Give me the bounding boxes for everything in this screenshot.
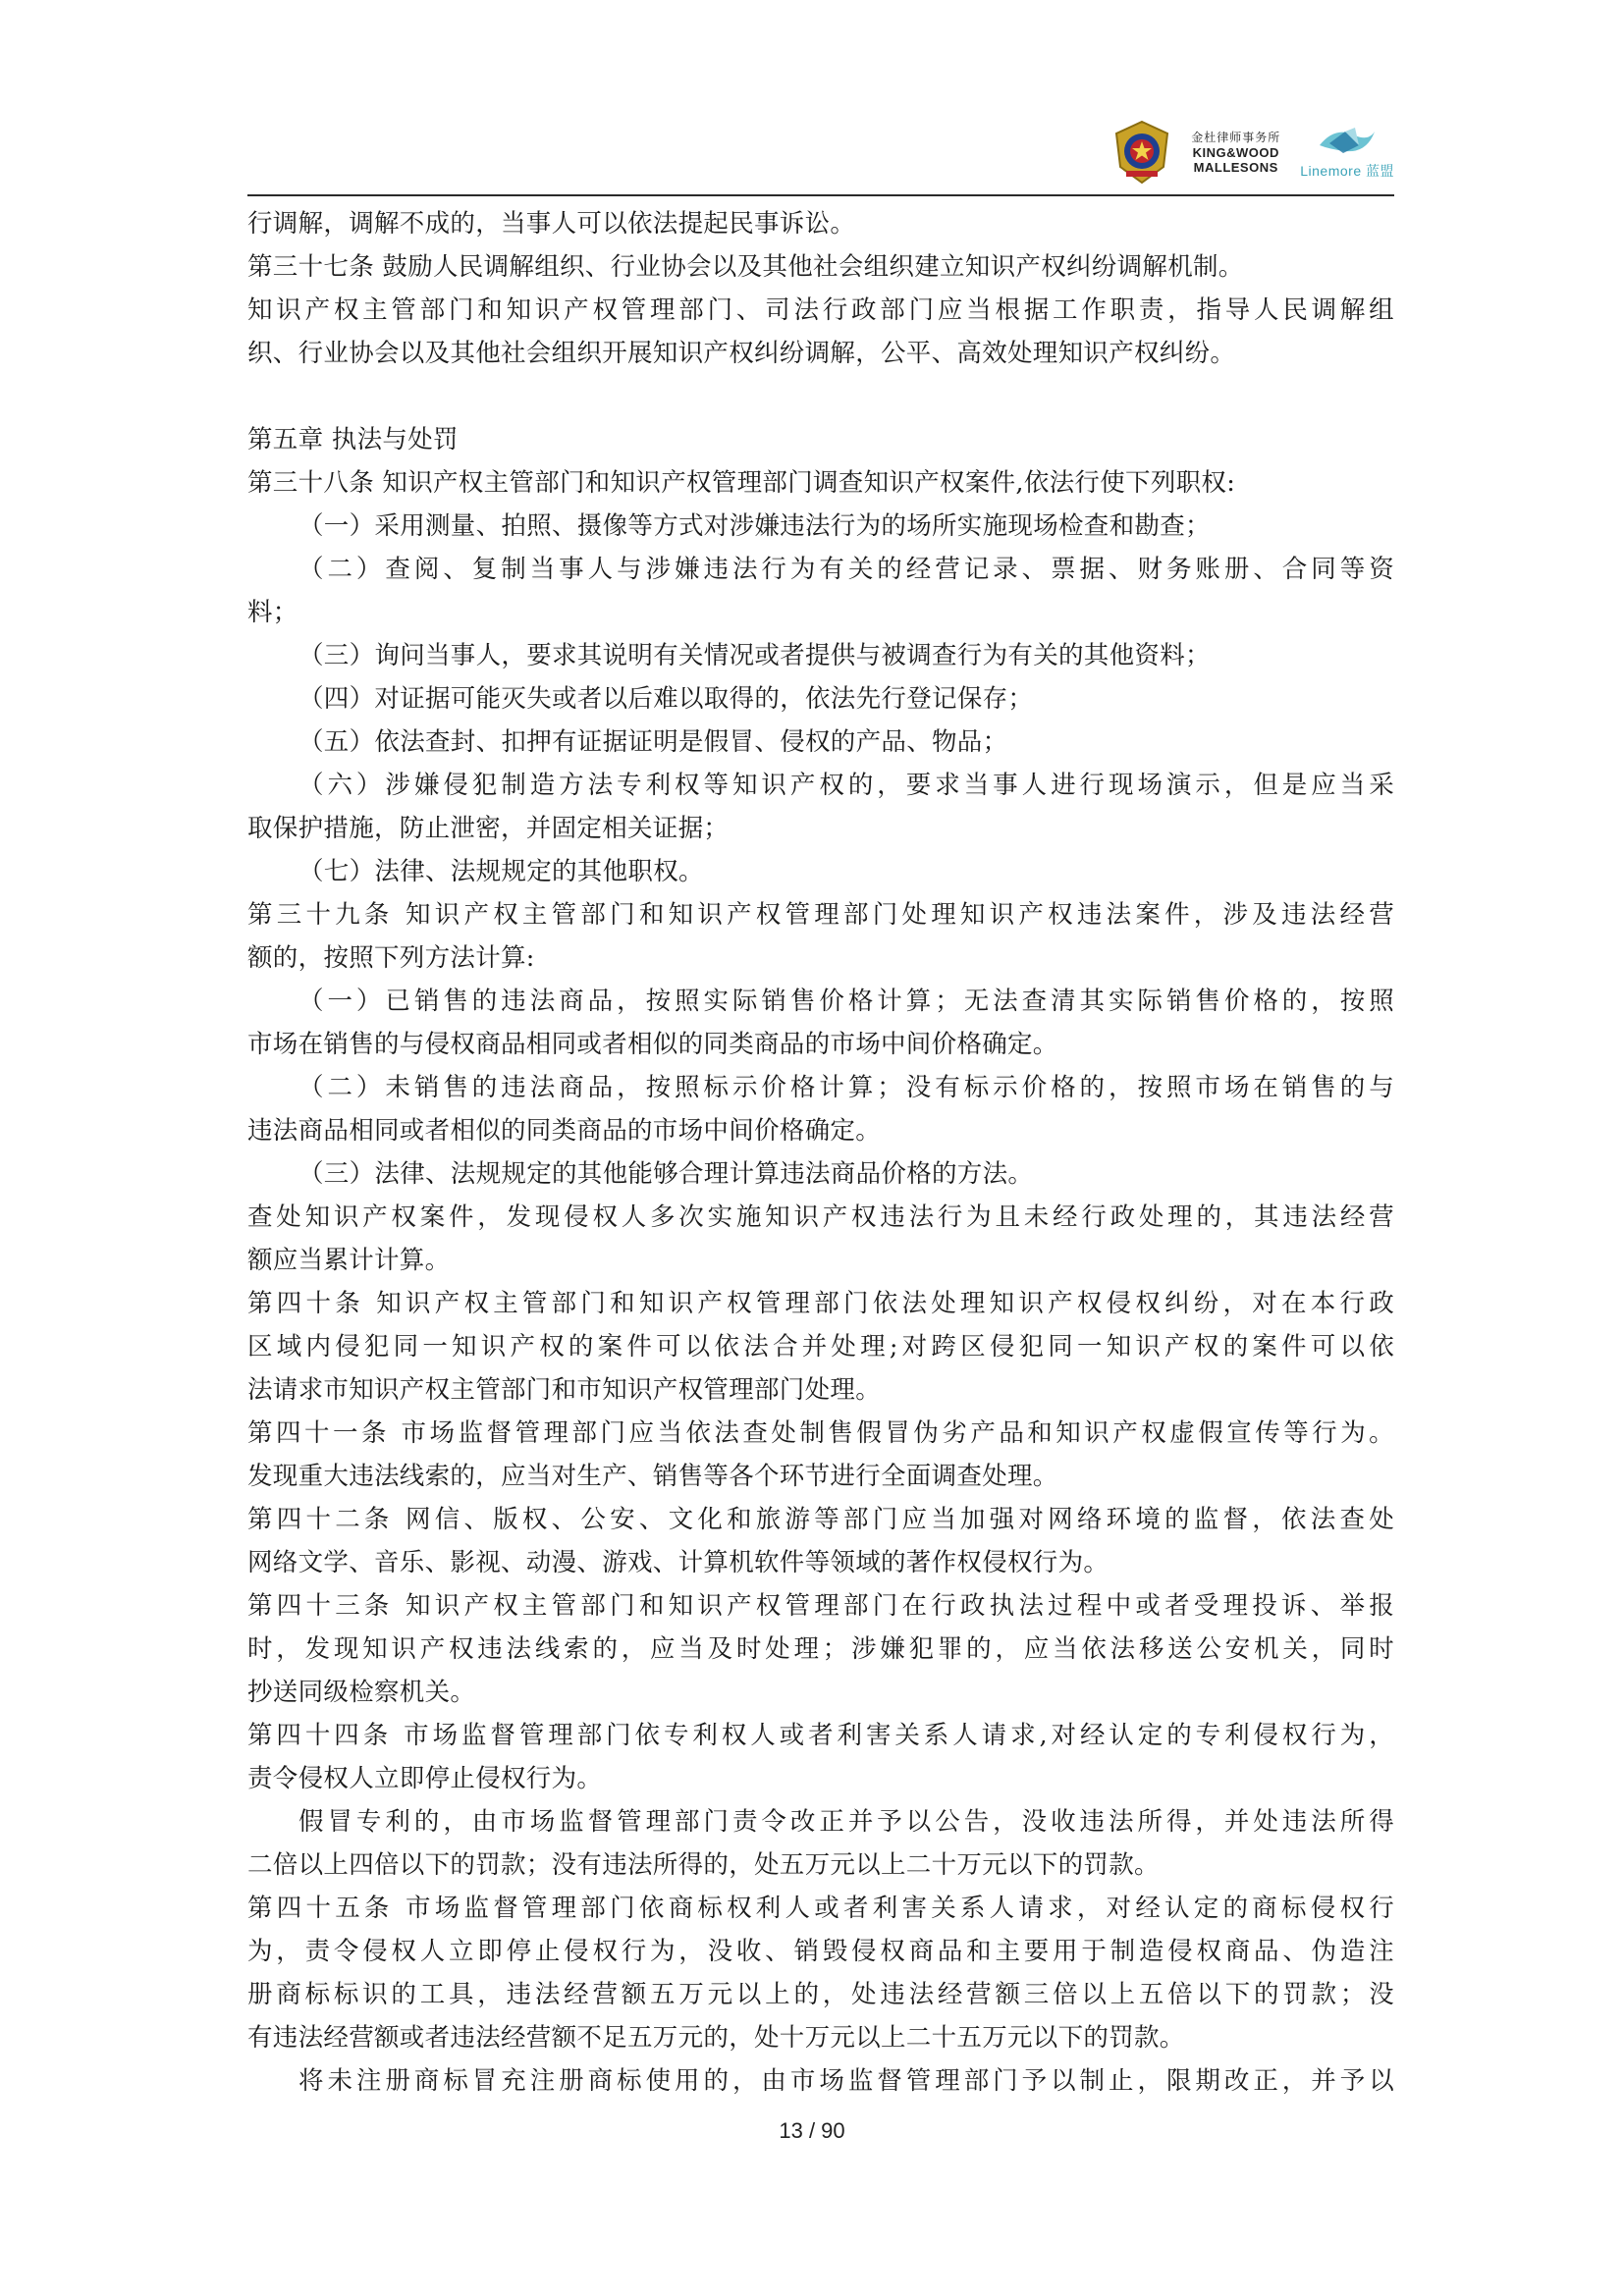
- list-item: （一）采用测量、拍照、摄像等方式对涉嫌违法行为的场所实施现场检查和勘查；: [298, 511, 1211, 541]
- text-line: 料；: [247, 598, 298, 627]
- text-line: 有违法经营额或者违法经营额不足五万元的，处十万元以上二十五万元以下的罚款。: [247, 2023, 1185, 2053]
- text-line: 额的，按照下列方法计算:: [247, 943, 535, 973]
- list-item: （四）对证据可能灭失或者以后难以取得的，依法先行登记保存；: [298, 684, 1034, 714]
- article-40-heading-line: 第四十条 知识产权主管部门和知识产权管理部门依法处理知识产权侵权纠纷，对在本行政: [247, 1289, 1394, 1318]
- text-line: 知识产权主管部门和知识产权管理部门、司法行政部门应当根据工作职责，指导人民调解组: [247, 295, 1394, 325]
- text-line: 假冒专利的，由市场监督管理部门责令改正并予以公告，没收违法所得，并处违法所得: [298, 1807, 1394, 1837]
- linemore-logo-text: Linemore 蓝盟: [1300, 163, 1394, 179]
- kwm-logo: [1191, 131, 1280, 175]
- police-emblem-icon: [1112, 120, 1171, 185]
- kwm-logo-cn: 金杜律师事务所: [1191, 130, 1281, 144]
- article-42-heading-line: 第四十二条 网信、版权、公安、文化和旅游等部门应当加强对网络环境的监督，依法查处: [247, 1505, 1394, 1534]
- text-line: 抄送同级检察机关。: [247, 1678, 476, 1707]
- text-line: 违法商品相同或者相似的同类商品的市场中间价格确定。: [247, 1116, 882, 1146]
- article-37-heading-line: 第三十七条 鼓励人民调解组织、行业协会以及其他社会组织建立知识产权纠纷调解机制。: [247, 252, 1244, 282]
- page-header: [247, 108, 1394, 196]
- paragraph-gap: [247, 375, 1394, 418]
- list-item: （六）涉嫌侵犯制造方法专利权等知识产权的，要求当事人进行现场演示，但是应当采: [298, 771, 1394, 800]
- text-line: 法请求市知识产权主管部门和市知识产权管理部门处理。: [247, 1375, 882, 1405]
- header-divider: [247, 194, 1394, 196]
- document-body: [247, 202, 1394, 2103]
- kwm-logo-en-2: MALLESONS: [1193, 159, 1278, 175]
- text-line: 额应当累计计算。: [247, 1246, 451, 1275]
- list-item: （一）已销售的违法商品，按照实际销售价格计算；无法查清其实际销售价格的，按照: [298, 987, 1394, 1016]
- list-item: （二）查阅、复制当事人与涉嫌违法行为有关的经营记录、票据、财务账册、合同等资: [298, 555, 1394, 584]
- text-line: 网络文学、音乐、影视、动漫、游戏、计算机软件等领域的著作权侵权行为。: [247, 1548, 1110, 1577]
- article-43-heading-line: 第四十三条 知识产权主管部门和知识产权管理部门在行政执法过程中或者受理投诉、举报: [247, 1591, 1394, 1621]
- article-38-heading-line: 第三十八条 知识产权主管部门和知识产权管理部门调查知识产权案件,依法行使下列职权:: [247, 468, 1236, 498]
- kwm-logo-en-1: KING&WOOD: [1192, 144, 1279, 160]
- list-item: （二）未销售的违法商品，按照标示价格计算；没有标示价格的，按照市场在销售的与: [298, 1073, 1394, 1102]
- article-39-heading-line: 第三十九条 知识产权主管部门和知识产权管理部门处理知识产权违法案件，涉及违法经营: [247, 900, 1394, 930]
- text-line: 行调解，调解不成的，当事人可以依法提起民事诉讼。: [247, 209, 856, 239]
- article-44-heading-line: 第四十四条 市场监督管理部门依专利权人或者利害关系人请求,对经认定的专利侵权行为，: [247, 1721, 1394, 1750]
- text-line: 册商标标识的工具，违法经营额五万元以上的，处违法经营额三倍以上五倍以下的罚款；没: [247, 1980, 1394, 2009]
- linemore-logo-icon: [1316, 124, 1379, 161]
- list-item: （七）法律、法规规定的其他职权。: [298, 857, 704, 886]
- page-number: 13 / 90: [779, 2118, 845, 2143]
- list-item: （三）法律、法规规定的其他能够合理计算违法商品价格的方法。: [298, 1159, 1034, 1189]
- linemore-logo: [1300, 124, 1394, 181]
- text-line: 查处知识产权案件，发现侵权人多次实施知识产权违法行为且未经行政处理的，其违法经营: [247, 1202, 1394, 1232]
- list-item: （五）依法查封、扣押有证据证明是假冒、侵权的产品、物品；: [298, 727, 1008, 757]
- text-line: 为，责令侵权人立即停止侵权行为，没收、销毁侵权商品和主要用于制造侵权商品、伪造注: [247, 1937, 1394, 1966]
- text-line: 市场在销售的与侵权商品相同或者相似的同类商品的市场中间价格确定。: [247, 1030, 1058, 1059]
- text-line: 将未注册商标冒充注册商标使用的，由市场监督管理部门予以制止，限期改正，并予以: [298, 2066, 1394, 2096]
- chapter-5-heading: 第五章 执法与处罚: [247, 425, 459, 454]
- text-line: 取保护措施，防止泄密，并固定相关证据；: [247, 814, 730, 843]
- list-item: （三）询问当事人，要求其说明有关情况或者提供与被调查行为有关的其他资料；: [298, 641, 1211, 670]
- text-line: 织、行业协会以及其他社会组织开展知识产权纠纷调解，公平、高效处理知识产权纠纷。: [247, 339, 1236, 368]
- text-line: 发现重大违法线索的，应当对生产、销售等各个环节进行全面调查处理。: [247, 1462, 1058, 1491]
- text-line: 责令侵权人立即停止侵权行为。: [247, 1764, 603, 1793]
- header-logos: [1112, 118, 1394, 187]
- article-45-heading-line: 第四十五条 市场监督管理部门依商标权利人或者利害关系人请求，对经认定的商标侵权行: [247, 1894, 1394, 1923]
- text-line: 二倍以上四倍以下的罚款；没有违法所得的，处五万元以上二十万元以下的罚款。: [247, 1850, 1160, 1880]
- text-line: 时，发现知识产权违法线索的，应当及时处理；涉嫌犯罪的，应当依法移送公安机关，同时: [247, 1634, 1394, 1664]
- article-41-heading-line: 第四十一条 市场监督管理部门应当依法查处制售假冒伪劣产品和知识产权虚假宣传等行为。: [247, 1418, 1394, 1448]
- text-line: 区域内侵犯同一知识产权的案件可以依法合并处理;对跨区侵犯同一知识产权的案件可以依: [247, 1332, 1394, 1362]
